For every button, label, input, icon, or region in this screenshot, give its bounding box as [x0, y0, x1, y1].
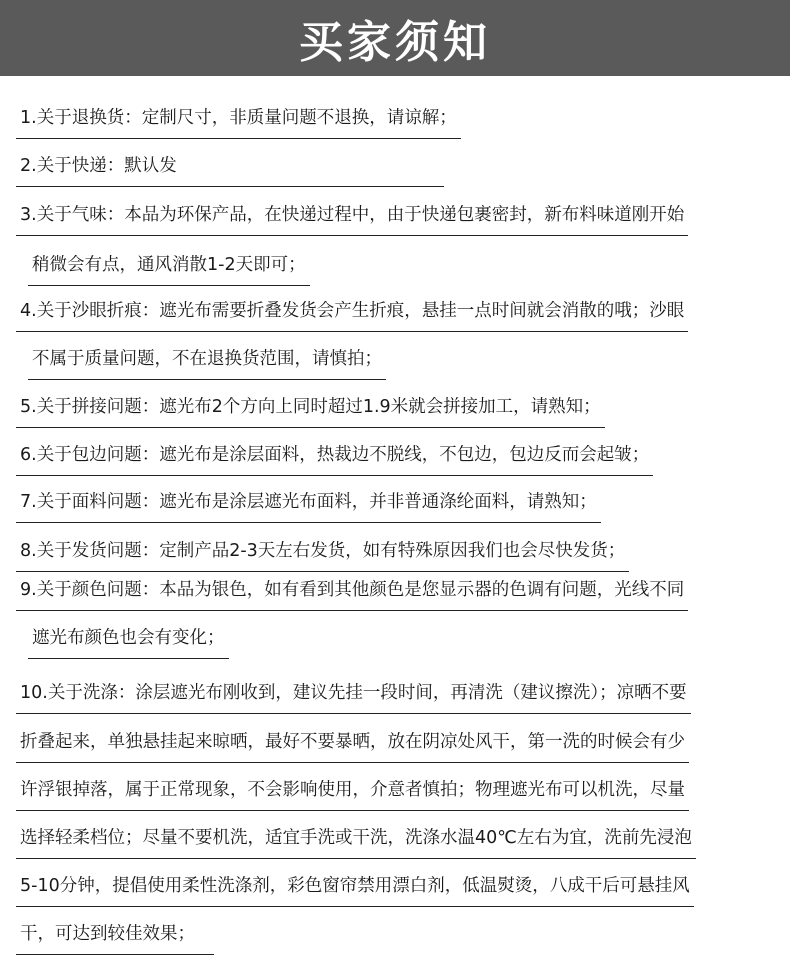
notice-line-splicing: 5.关于拼接问题：遮光布2个方向上同时超过1.9米就会拼接加工，请熟知；	[16, 399, 605, 428]
notice-line-odor: 3.关于气味：本品为环保产品，在快递过程中，由于快递包裹密封，新布料味道刚开始	[16, 207, 688, 236]
notice-line-fabric: 7.关于面料问题：遮光布是涂层遮光布面料，并非普通涤纶面料，请熟知；	[16, 494, 601, 523]
notice-line-color-cont: 遮光布颜色也会有变化；	[28, 630, 229, 659]
notice-line-washing-5: 5-10分钟，提倡使用柔性洗涤剂，彩色窗帘禁用漂白剂，低温熨烫，八成干后可悬挂风	[16, 878, 694, 907]
notice-line-creases: 4.关于沙眼折痕：遮光布需要折叠发货会产生折痕，悬挂一点时间就会消散的哦；沙眼	[16, 303, 688, 332]
notice-line-washing: 10.关于洗涤：涂层遮光布刚收到，建议先挂一段时间，再清洗（建议擦洗）；凉晒不要	[16, 685, 691, 714]
notice-line-courier: 2.关于快递：默认发	[16, 158, 444, 187]
page-title: 买家须知	[299, 17, 491, 68]
notice-line-color: 9.关于颜色问题：本品为银色，如有看到其他颜色是您显示器的色调有问题，光线不同	[16, 582, 688, 611]
notice-line-returns: 1.关于退换货：定制尺寸，非质量问题不退换，请谅解；	[16, 110, 461, 139]
notice-line-shipping: 8.关于发货问题：定制产品2-3天左右发货，如有特殊原因我们也会尽快发货；	[16, 543, 629, 572]
notice-line-odor-cont: 稍微会有点，通风消散1-2天即可；	[28, 257, 310, 286]
notice-line-washing-6: 干，可达到较佳效果；	[16, 926, 214, 955]
notice-line-washing-3: 许浮银掉落，属于正常现象，不会影响使用，介意者慎拍；物理遮光布可以机洗，尽量	[16, 782, 689, 811]
notice-line-washing-4: 选择轻柔档位；尽量不要机洗，适宜手洗或干洗，洗涤水温40℃左右为宜，洗前先浸泡	[16, 830, 696, 859]
notice-line-creases-cont: 不属于质量问题，不在退换货范围，请慎拍；	[28, 351, 386, 380]
page-header	[0, 0, 790, 76]
notice-line-washing-2: 折叠起来，单独悬挂起来晾晒，最好不要暴晒，放在阴凉处风干，第一洗的时候会有少	[16, 734, 689, 763]
notice-line-edging: 6.关于包边问题：遮光布是涂层面料，热裁边不脱线，不包边，包边反而会起皱；	[16, 447, 653, 476]
